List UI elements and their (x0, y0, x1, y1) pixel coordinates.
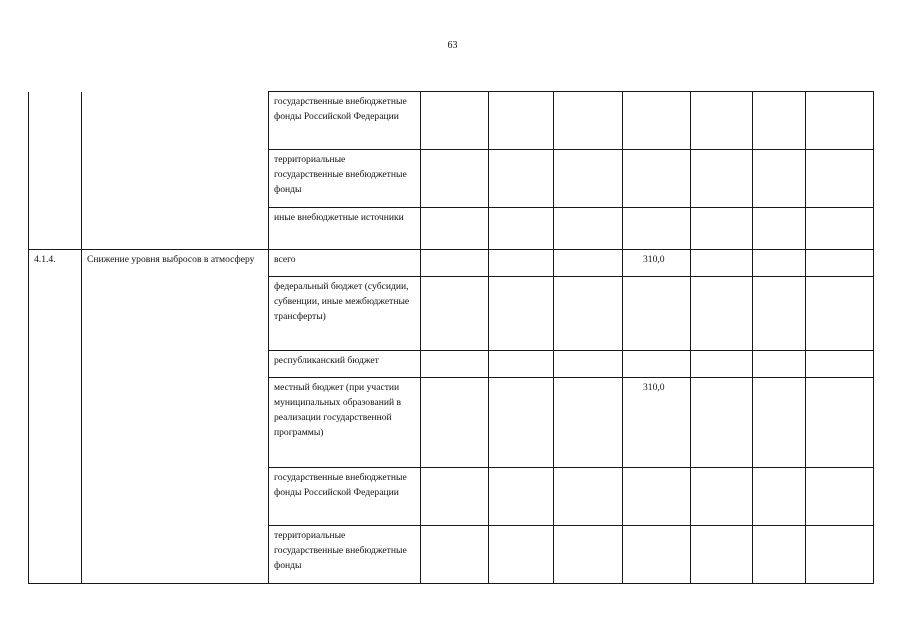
value-cell (806, 351, 874, 378)
value-cell (753, 351, 806, 378)
item-name-cell (82, 92, 269, 250)
value-cell (753, 92, 806, 150)
value-cell (554, 378, 623, 468)
value-cell: 310,0 (623, 378, 691, 468)
value-cell (421, 92, 489, 150)
funding-source-cell: территориальные государственные внебюджетные фонды (269, 150, 421, 208)
value-cell (691, 526, 753, 584)
value-cell (489, 92, 554, 150)
value-cell (421, 468, 489, 526)
value-cell (421, 378, 489, 468)
value-cell (806, 250, 874, 277)
funding-source-cell: территориальные государственные внебюджетные фонды (269, 526, 421, 584)
item-name-cell: Снижение уровня выбросов в атмосферу (82, 250, 269, 584)
value-cell (806, 468, 874, 526)
value-cell (691, 208, 753, 250)
table-row (29, 250, 874, 277)
value-cell (753, 208, 806, 250)
value-cell (554, 92, 623, 150)
item-number-cell (29, 92, 82, 250)
value-cell (554, 468, 623, 526)
funding-source-cell: государственные внебюджетные фонды Российской Федерации (269, 92, 421, 150)
funding-source-cell: государственные внебюджетные фонды Российской Федерации (269, 468, 421, 526)
value-cell (691, 351, 753, 378)
value-cell (489, 378, 554, 468)
value-cell (753, 526, 806, 584)
value-cell (421, 208, 489, 250)
value-cell (489, 468, 554, 526)
value-cell (421, 526, 489, 584)
value-cell (806, 208, 874, 250)
value-cell (623, 208, 691, 250)
value-cell (691, 92, 753, 150)
value-cell (806, 277, 874, 351)
item-number-cell: 4.1.4. (29, 250, 82, 584)
table-body (29, 92, 874, 584)
value-cell (554, 351, 623, 378)
value-cell (753, 468, 806, 526)
funding-source-cell: местный бюджет (при участии муниципальных образований в реализации государственной программы) (269, 378, 421, 468)
value-cell (623, 526, 691, 584)
value-cell (554, 526, 623, 584)
value-cell (753, 250, 806, 277)
value-cell (554, 208, 623, 250)
value-cell (806, 378, 874, 468)
value-cell (753, 150, 806, 208)
value-cell (691, 150, 753, 208)
value-cell (489, 250, 554, 277)
value-cell (623, 92, 691, 150)
value-cell (489, 277, 554, 351)
value-cell (753, 378, 806, 468)
value-cell (691, 250, 753, 277)
value-cell (623, 277, 691, 351)
value-cell (623, 351, 691, 378)
page-number: 63 (447, 40, 458, 51)
funding-source-cell: федеральный бюджет (субсидии, субвенции, иные межбюджетные трансферты) (269, 277, 421, 351)
value-cell (489, 351, 554, 378)
value-cell: 310,0 (623, 250, 691, 277)
funding-source-cell: всего (269, 250, 421, 277)
value-cell (753, 277, 806, 351)
value-cell (554, 150, 623, 208)
value-cell (421, 250, 489, 277)
value-cell (489, 526, 554, 584)
value-cell (691, 378, 753, 468)
value-cell (806, 92, 874, 150)
funding-source-cell: иные внебюджетные источники (269, 208, 421, 250)
value-cell (806, 526, 874, 584)
budget-table (28, 91, 874, 584)
value-cell (623, 468, 691, 526)
value-cell (421, 150, 489, 208)
value-cell (691, 277, 753, 351)
funding-source-cell: республиканский бюджет (269, 351, 421, 378)
value-cell (623, 150, 691, 208)
table-row (29, 92, 874, 150)
value-cell (421, 351, 489, 378)
value-cell (691, 468, 753, 526)
value-cell (489, 150, 554, 208)
value-cell (489, 208, 554, 250)
value-cell (554, 277, 623, 351)
value-cell (554, 250, 623, 277)
value-cell (806, 150, 874, 208)
value-cell (421, 277, 489, 351)
